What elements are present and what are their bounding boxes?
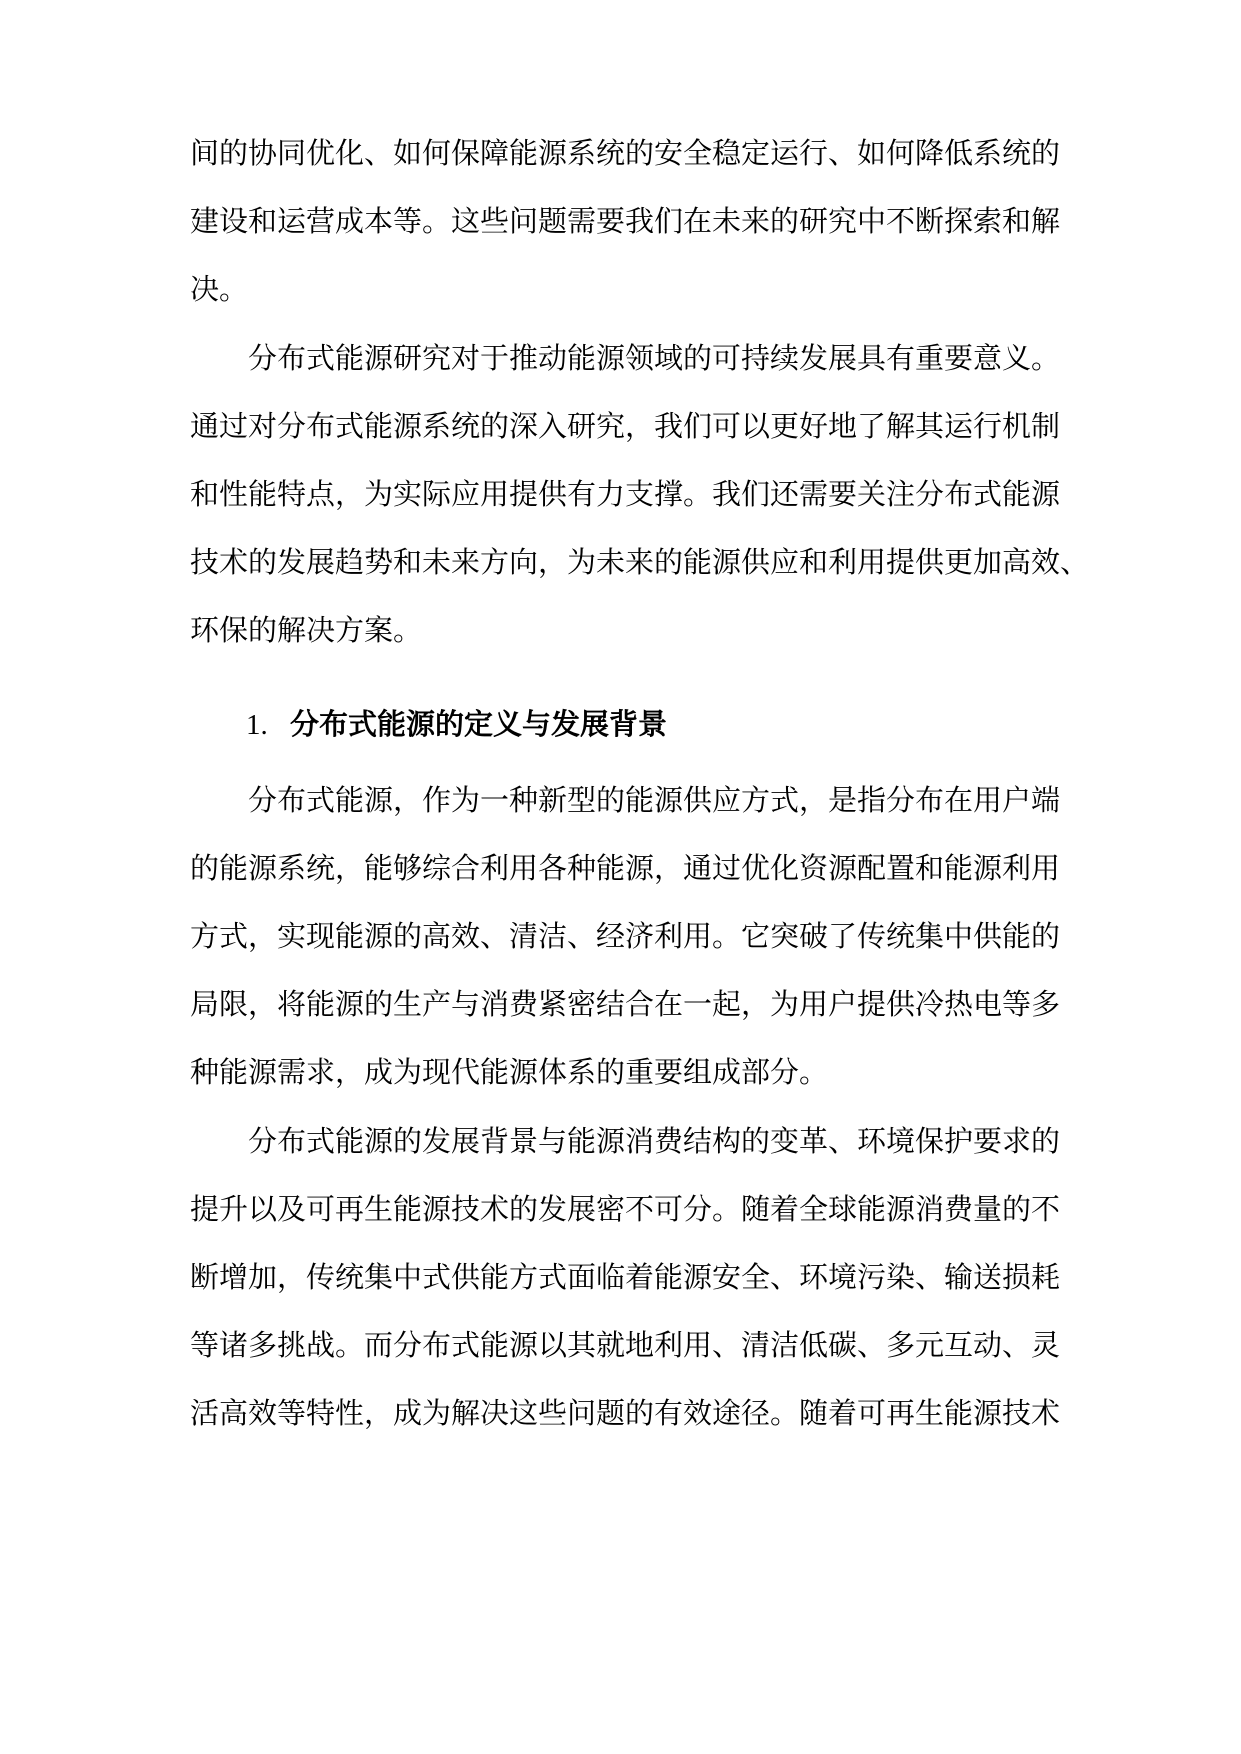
paragraph-4-line-4: 等诸多挑战。而分布式能源以其就地利用、清洁低碳、多元互动、灵 — [190, 1328, 1061, 1362]
paragraph-2-line-5: 环保的解决方案。 — [190, 613, 423, 647]
section-number: 1. — [246, 709, 268, 741]
paragraph-1-line-3: 决。 — [190, 272, 249, 306]
paragraph-2-line-4: 技术的发展趋势和未来方向，为未来的能源供应和利用提供更加高效、 — [190, 545, 1090, 579]
paragraph-3-line-3: 方式，实现能源的高效、清洁、经济利用。它突破了传统集中供能的 — [190, 919, 1061, 953]
paragraph-4-line-3: 断增加，传统集中式供能方式面临着能源安全、环境污染、输送损耗 — [190, 1260, 1061, 1294]
paragraph-4-line-1: 分布式能源的发展背景与能源消费结构的变革、环境保护要求的 — [248, 1124, 1061, 1158]
paragraph-3-line-5: 种能源需求，成为现代能源体系的重要组成部分。 — [190, 1055, 829, 1089]
paragraph-3-line-2: 的能源系统，能够综合利用各种能源，通过优化资源配置和能源利用 — [190, 851, 1061, 885]
paragraph-3-line-1: 分布式能源，作为一种新型的能源供应方式，是指分布在用户端 — [248, 783, 1061, 817]
paragraph-1-line-1: 间的协同优化、如何保障能源系统的安全稳定运行、如何降低系统的 — [190, 136, 1061, 170]
paragraph-2-line-2: 通过对分布式能源系统的深入研究，我们可以更好地了解其运行机制 — [190, 409, 1061, 443]
section-title: 分布式能源的定义与发展背景 — [290, 707, 668, 741]
paragraph-2-line-1: 分布式能源研究对于推动能源领域的可持续发展具有重要意义。 — [248, 341, 1061, 375]
paragraph-3-line-4: 局限，将能源的生产与消费紧密结合在一起，为用户提供冷热电等多 — [190, 987, 1061, 1021]
paragraph-4-line-2: 提升以及可再生能源技术的发展密不可分。随着全球能源消费量的不 — [190, 1192, 1061, 1226]
section-heading — [246, 699, 846, 749]
paragraph-2-line-3: 和性能特点，为实际应用提供有力支撑。我们还需要关注分布式能源 — [190, 477, 1061, 511]
paragraph-1-line-2: 建设和运营成本等。这些问题需要我们在未来的研究中不断探索和解 — [190, 204, 1061, 238]
paragraph-4-line-5: 活高效等特性，成为解决这些问题的有效途径。随着可再生能源技术 — [190, 1396, 1061, 1430]
